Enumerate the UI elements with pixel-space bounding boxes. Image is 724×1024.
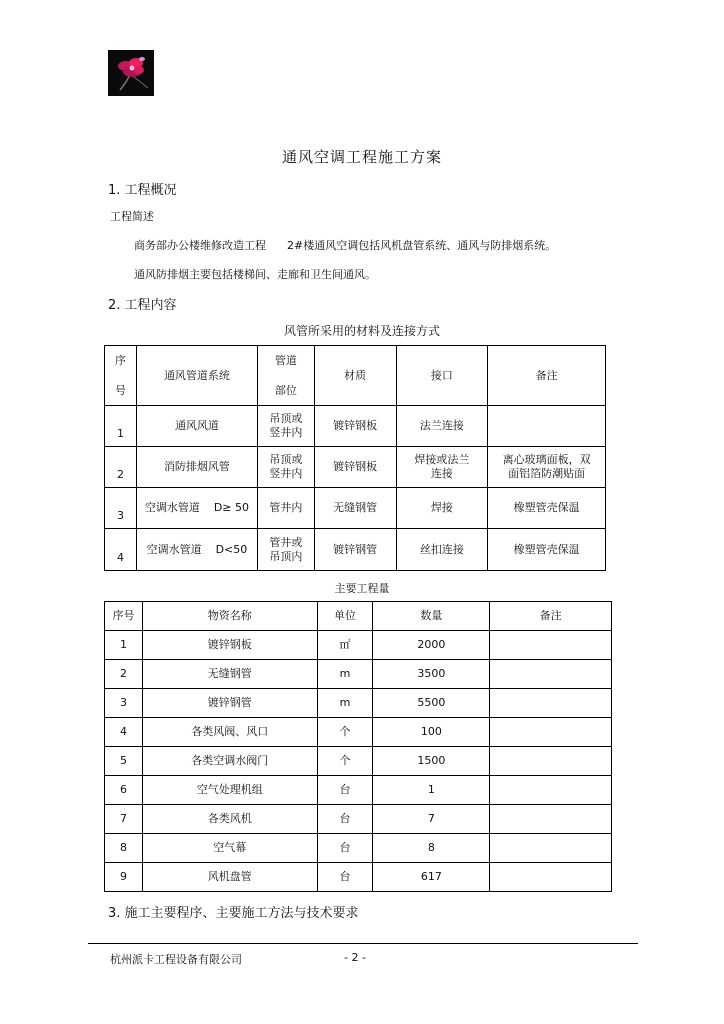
footer-company: 杭州派卡工程设备有限公司 xyxy=(110,953,242,966)
flower-logo-icon xyxy=(108,50,154,96)
table-row: 3 镀锌钢管 m 5500 xyxy=(105,689,612,718)
header-remark: 备注 xyxy=(488,346,606,406)
header-unit: 单位 xyxy=(317,602,373,631)
materials-table xyxy=(104,345,606,571)
table-row: 9 风机盘管 台 617 xyxy=(105,863,612,892)
table-row: 4 空调水管道 D<50 管井或 吊顶内 镀锌钢管 丝扣连接 橡塑管壳保温 xyxy=(105,529,606,571)
header-system: 通风管道系统 xyxy=(136,346,257,406)
table-row: 1 镀锌钢板 ㎡ 2000 xyxy=(105,631,612,660)
header-qty: 数量 xyxy=(373,602,490,631)
table-row: 2 消防排烟风管 吊顶或 竖井内 镀锌钢板 焊接或法兰 连接 离心玻璃面板，双 面铝箔防潮贴面 xyxy=(105,447,606,488)
header-seq: 序号 xyxy=(105,602,143,631)
materials-table-caption: 风管所采用的材料及连接方式 xyxy=(283,324,440,338)
table-row: 7 各类风机 台 7 xyxy=(105,805,612,834)
document-title: 通风空调工程施工方案 xyxy=(281,148,442,166)
header-material: 材质 xyxy=(314,346,396,406)
header-part: 管道 部位 xyxy=(257,346,314,406)
table-row: 5 各类空调水阀门 个 1500 xyxy=(105,747,612,776)
header-name: 物资名称 xyxy=(142,602,317,631)
section-1-subheading: 工程简述 xyxy=(110,210,154,223)
overview-paragraph-2: 通风防排烟主要包括楼梯间、走廊和卫生间通风。 xyxy=(134,268,376,281)
table-row: 6 空气处理机组 台 1 xyxy=(105,776,612,805)
table-row: 4 各类风阀、风口 个 100 xyxy=(105,718,612,747)
quantities-table xyxy=(104,601,612,892)
table-row: 8 空气幕 台 8 xyxy=(105,834,612,863)
header-joint: 接口 xyxy=(396,346,488,406)
table-header-row xyxy=(105,346,606,406)
table-row: 3 空调水管道 D≥ 50 管井内 无缝钢管 焊接 橡塑管壳保温 xyxy=(105,488,606,529)
overview-paragraph-1: 商务部办公楼维修改造工程 2#楼通风空调包括风机盘管系统、通风与防排烟系统。 xyxy=(134,239,557,252)
quantities-table-caption: 主要工程量 xyxy=(334,582,390,595)
header-seq: 序 号 xyxy=(105,346,137,406)
header-remark: 备注 xyxy=(490,602,612,631)
table-row: 2 无缝钢管 m 3500 xyxy=(105,660,612,689)
footer-page-number: - 2 - xyxy=(344,951,366,964)
company-logo xyxy=(108,50,154,96)
section-3-heading: 3. 施工主要程序、主要施工方法与技术要求 xyxy=(108,906,359,921)
section-1-heading: 1. 工程概况 xyxy=(108,183,177,198)
table-row: 1 通风风道 吊顶或 竖井内 镀锌钢板 法兰连接 xyxy=(105,406,606,447)
footer-divider xyxy=(88,943,638,944)
section-2-heading: 2. 工程内容 xyxy=(108,298,177,313)
table-header-row xyxy=(105,602,612,631)
